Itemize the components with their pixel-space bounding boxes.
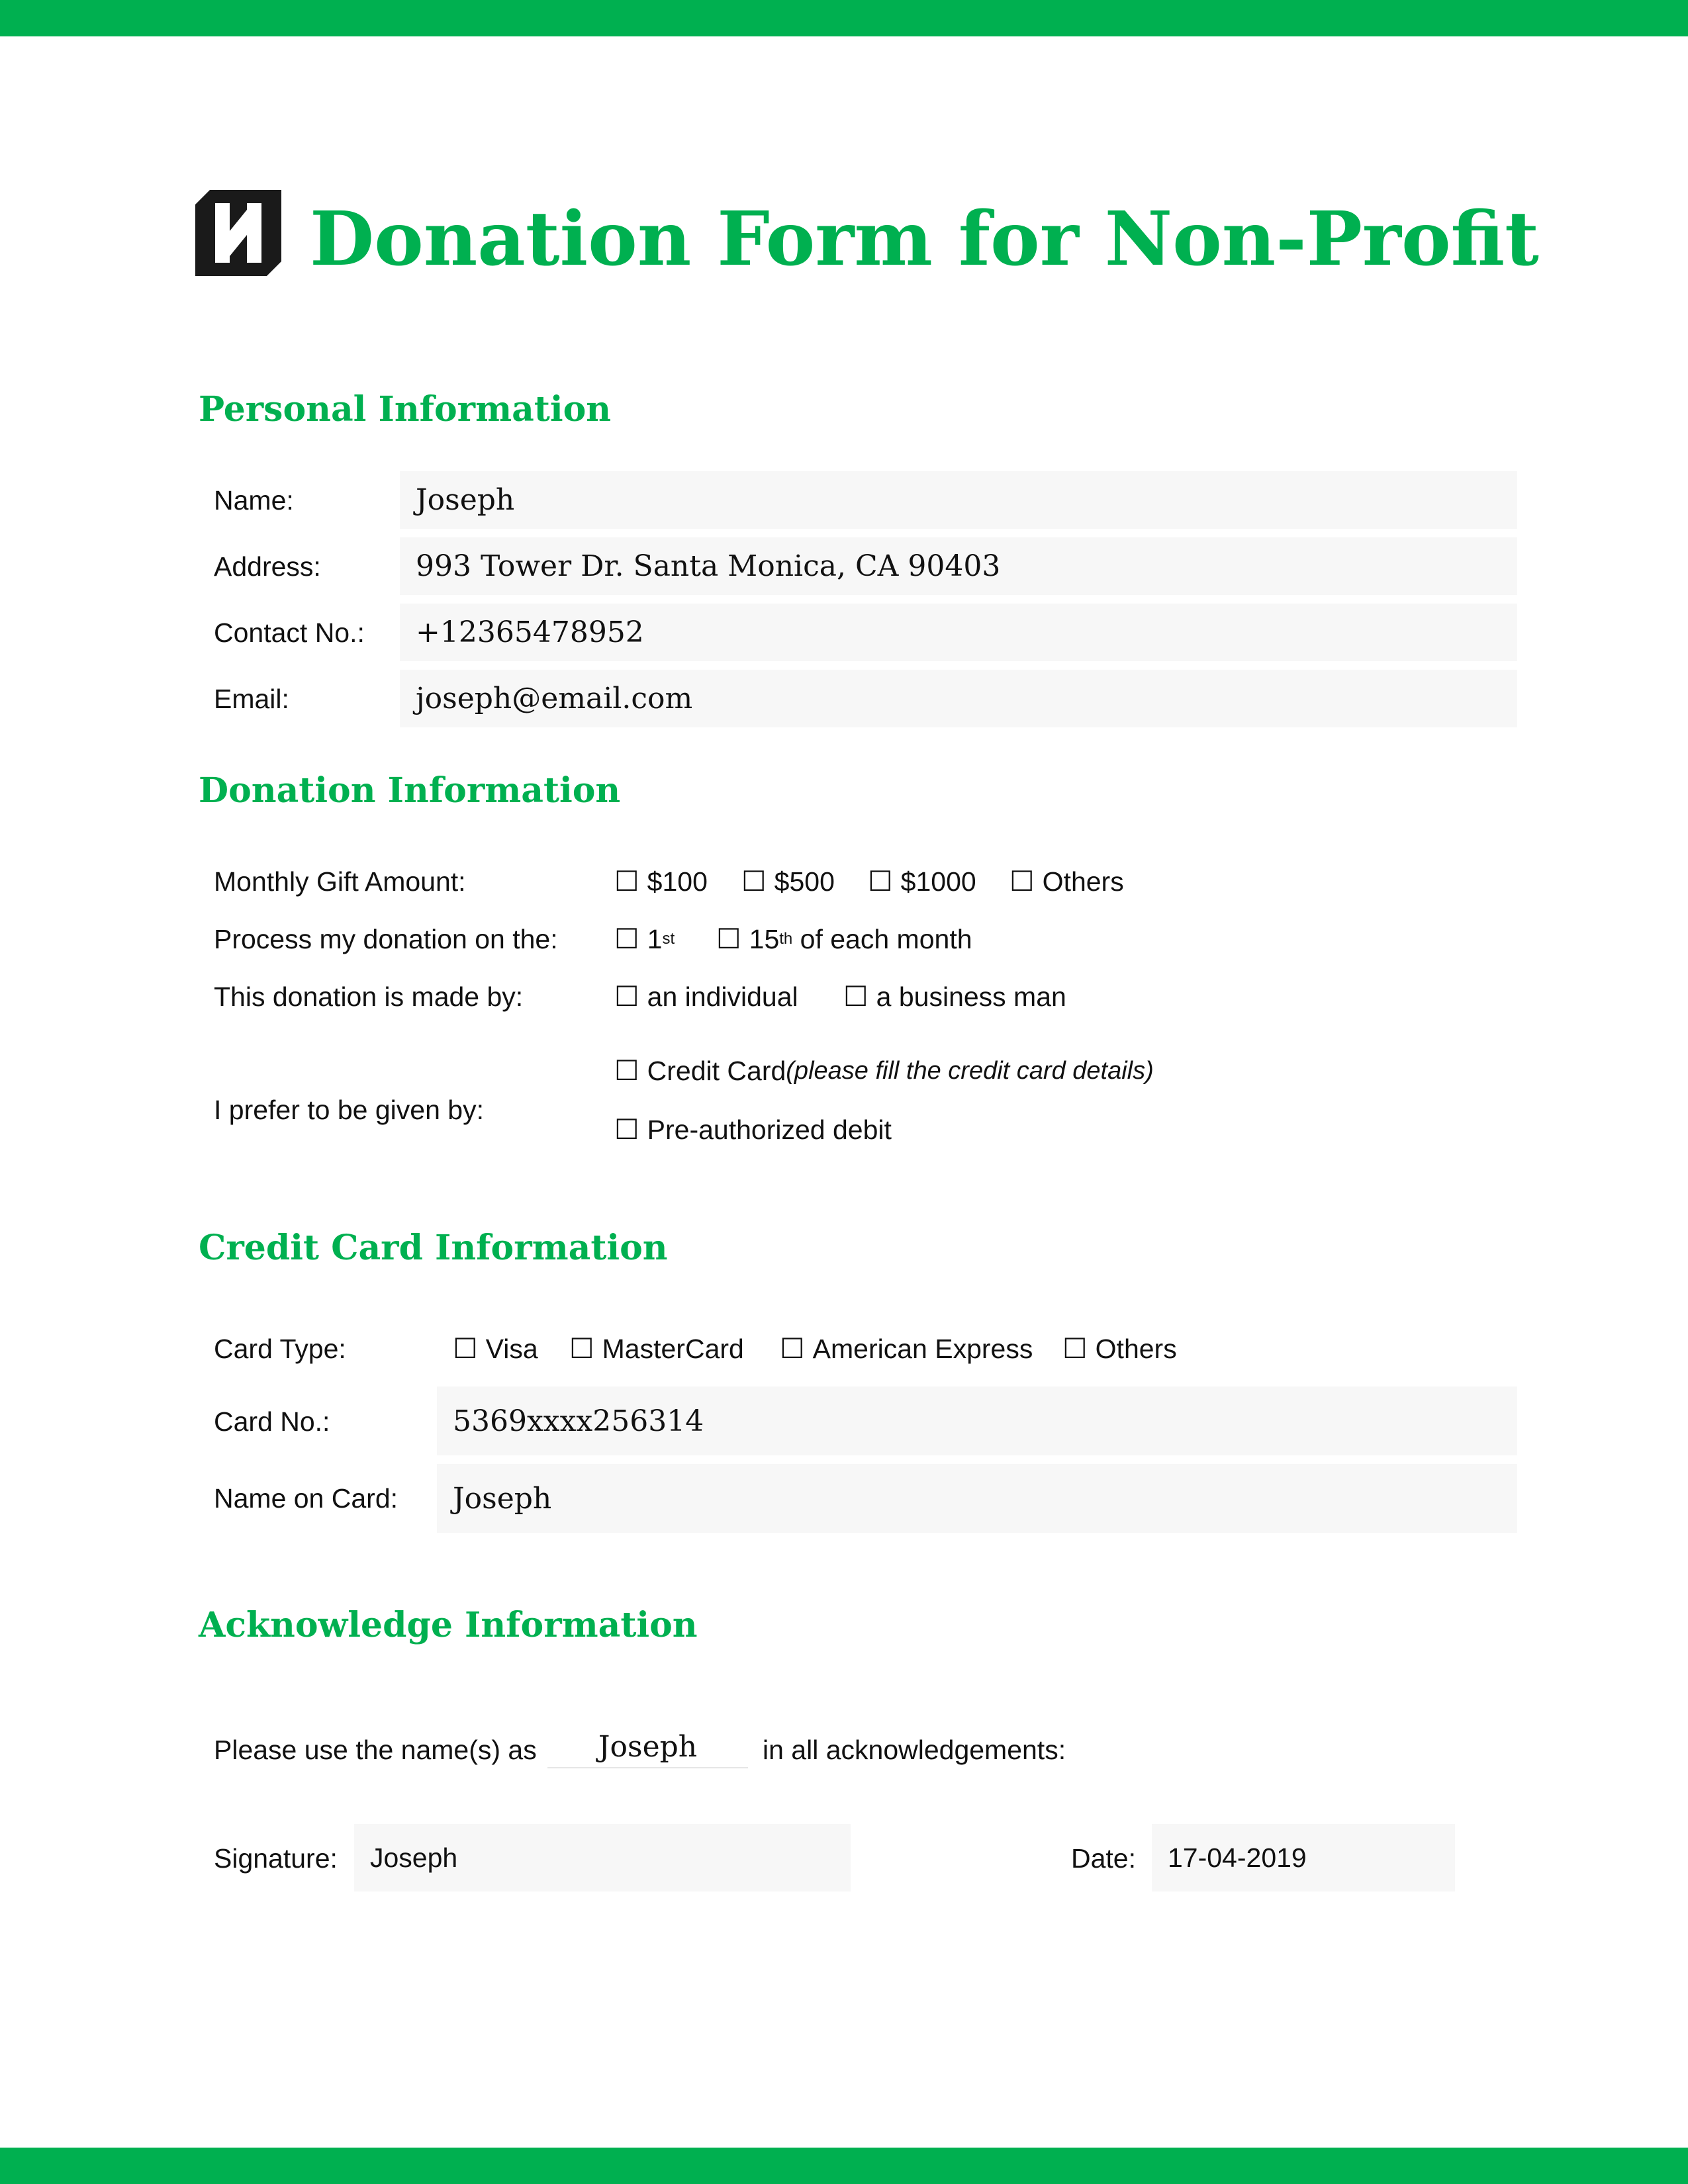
logo-icon [195,190,281,276]
contact-label: Contact No.: [214,617,365,648]
top-accent-bar [0,0,1688,36]
name-label: Name: [214,485,294,516]
signature-label: Signature: [214,1843,338,1874]
acknowledgement-name-field[interactable]: Joseph [547,1726,748,1768]
process-option-1st[interactable]: ☐ 1 st [614,923,675,955]
card-type-visa[interactable]: ☐ Visa [453,1332,538,1365]
card-type-label: Card Type: [214,1334,346,1364]
checkbox-icon[interactable]: ☐ [1062,1332,1088,1365]
gift-option-100[interactable]: ☐ $100 [614,865,708,897]
use-name-suffix: in all acknowledgements: [763,1735,1066,1765]
made-by-label: This donation is made by: [214,981,524,1012]
checkbox-icon[interactable]: ☐ [569,1332,594,1365]
checkbox-icon[interactable]: ☐ [1009,865,1035,897]
section-heading-personal: Personal Information [199,389,612,430]
credit-card-note: (please fill the credit card details) [786,1057,1154,1085]
card-number-field[interactable]: 5369xxxx256314 [437,1387,1517,1455]
card-type-american-express[interactable]: ☐ American Express [780,1332,1033,1365]
gift-amount-label: Monthly Gift Amount: [214,866,466,897]
prefer-credit-card[interactable]: ☐ Credit Card (please fill the credit card details) [614,1054,1154,1087]
address-field[interactable]: 993 Tower Dr. Santa Monica, CA 90403 [400,537,1517,595]
page-title: Donation Form for Non-Profit [310,196,1539,283]
signature-field[interactable]: Joseph [354,1824,851,1891]
checkbox-icon[interactable]: ☐ [614,923,639,955]
gift-option-1000[interactable]: ☐ $1000 [868,865,976,897]
name-on-card-field[interactable]: Joseph [437,1464,1517,1533]
checkbox-icon[interactable]: ☐ [614,1113,639,1146]
card-type-others[interactable]: ☐ Others [1062,1332,1177,1365]
checkbox-icon[interactable]: ☐ [614,1054,639,1087]
name-on-card-label: Name on Card: [214,1483,399,1514]
name-field[interactable]: Joseph [400,471,1517,529]
checkbox-icon[interactable]: ☐ [741,865,767,897]
process-option-15th[interactable]: ☐ 15 th of each month [716,923,972,955]
checkbox-icon[interactable]: ☐ [868,865,893,897]
process-label: Process my donation on the: [214,924,558,954]
contact-field[interactable]: +12365478952 [400,604,1517,661]
made-by-business-man[interactable]: ☐ a business man [843,980,1066,1013]
checkbox-icon[interactable]: ☐ [614,980,639,1013]
email-label: Email: [214,684,289,714]
gift-option-others[interactable]: ☐ Others [1009,865,1124,897]
address-label: Address: [214,551,321,582]
email-field[interactable]: joseph@email.com [400,670,1517,727]
prefer-pre-authorized-debit[interactable]: ☐ Pre-authorized debit [614,1113,892,1146]
checkbox-icon[interactable]: ☐ [453,1332,478,1365]
date-field[interactable]: 17-04-2019 [1152,1824,1455,1891]
prefer-label: I prefer to be given by: [214,1095,484,1125]
section-heading-acknowledge: Acknowledge Information [199,1605,698,1645]
card-number-label: Card No.: [214,1406,330,1437]
checkbox-icon[interactable]: ☐ [780,1332,805,1365]
gift-option-500[interactable]: ☐ $500 [741,865,835,897]
made-by-individual[interactable]: ☐ an individual [614,980,798,1013]
section-heading-donation: Donation Information [199,770,621,811]
checkbox-icon[interactable]: ☐ [614,865,639,897]
bottom-accent-bar [0,2148,1688,2184]
date-label: Date: [1071,1843,1136,1874]
card-type-mastercard[interactable]: ☐ MasterCard [569,1332,744,1365]
checkbox-icon[interactable]: ☐ [843,980,868,1013]
use-name-prefix: Please use the name(s) as [214,1735,537,1765]
checkbox-icon[interactable]: ☐ [716,923,741,955]
section-heading-credit-card: Credit Card Information [199,1228,668,1268]
